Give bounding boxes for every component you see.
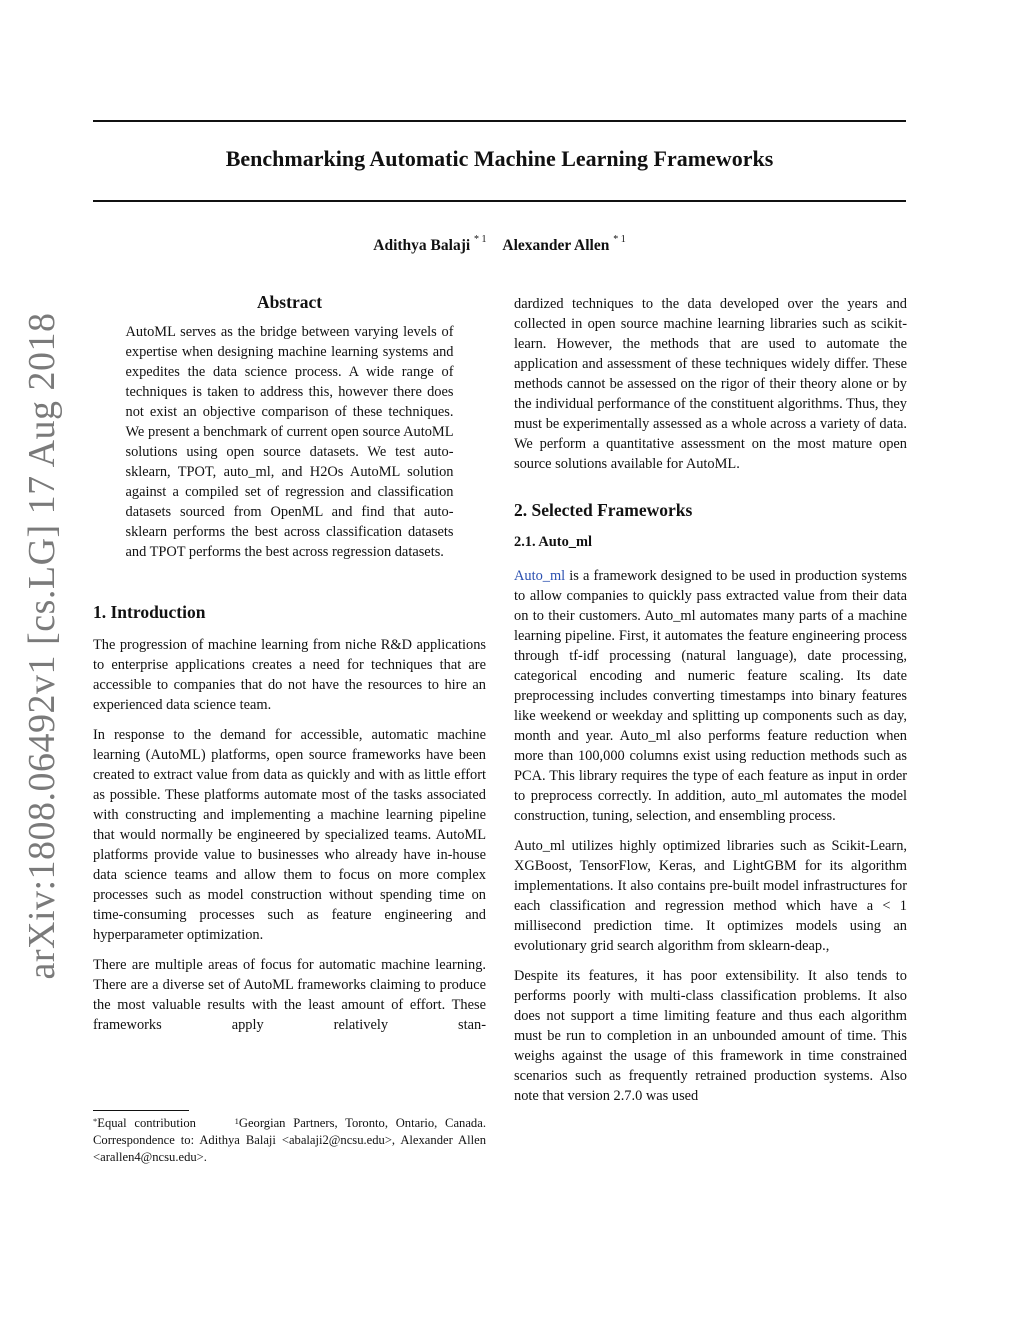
paragraph: There are multiple areas of focus for automatic machine learning. There are a diverse set of AutoML frameworks claiming to produce the most valuable results with the least amount of effort. These frameworks apply relatively stan- [93,957,486,1033]
auto-ml-link[interactable]: Auto_ml [514,568,566,584]
paper-title: Benchmarking Automatic Machine Learning Frameworks [225,146,774,171]
author: Adithya Balaji $^{* 1}$ [373,234,487,254]
arxiv-stamp: arXiv:1808.06492v1 [cs.LG] 17 Aug 2018 [21,312,63,980]
author-marks: * 1 [613,234,626,245]
paragraph: Despite its features, it has poor extensibility. It also tends to performs poorly with multi-class classification problems. It also does not support a time limiting feature and thus each algorithm must be run to completion in an unbounded amount of time. This weighs against the usage of this framework in time constrained scenarios such as frequently retrained production systems. Also note that version 2.7.0 was used [514,968,907,1104]
title-top-rule [93,120,906,122]
author: Alexander Allen $^{* 1}$ [502,234,626,254]
footnote-rule [93,1110,189,1111]
abstract-heading: Abstract [256,292,323,312]
footnote: *Equal contribution $^1$Georgian Partners, Toronto, Ontario, Canada. Correspondence to: Adithya Balaji <abalaji2@ncsu.edu>, Alexander Allen <arallen4@ncsu.edu>. [93,1116,486,1164]
paragraph: Auto_ml is a framework designed to be used in production systems to allow companies to quickly pass extracted value from their data on to their customers. Auto_ml automates many parts of a machine learning pipeline. First, it automates the feature engineering process through tf-idf processing (natural language), date processing, categorical encoding and numeric feature scaling. Its date preprocessing includes converting timestamps into binary features like weekend or weekday and splitting up components such as day, month and year. Auto_ml also performs feature reduction when more than 100,000 columns exist using reduction methods such as PCA. This library requires the type of each feature as input in order to preprocess correctly. In addition, auto_ml automates the model construction, tuning, selection, and ensembling process. [514,568,907,824]
author-list [93,234,906,255]
abstract-body: AutoML serves as the bridge between varying levels of expertise when designing machine learning systems and expedites the data science process. A wide range of techniques is taken to address this, however there does not exist an objective comparison of these techniques. We present a benchmark of current open source AutoML solutions using open source datasets. We test auto-sklearn, TPOT, auto_ml, and H2Os AutoML solution against a compiled set of regression and classification datasets sourced from OpenML and find that auto-sklearn performs the best across classification datasets and TPOT performs the best across regression datasets. [125,324,454,560]
left-column [93,292,486,1045]
paragraph: dardized techniques to the data developed over the years and collected in open source machine learning libraries such as scikit-learn. However, the methods that are used to automate the application and assessment of these techniques widely differ. These methods cannot be assessed on the rigor of their theory alone or by the individual performance of the constituent algorithms. Thus, they must be experimentally assessed as a whole across a variety of data. We perform a quantitative assessment on the most mature open source solutions available for AutoML. [514,296,907,472]
paragraph: In response to the demand for accessible, automatic machine learning (AutoML) platforms, open source frameworks have been created to extract value from data as quickly and with as little effort as possible. These platforms automate most of the tasks associated with constructing and implementing a machine learning pipeline that would normally be engineered by specialized teams. AutoML platforms provide value to businesses who already have in-house data science teams and allow them to focus on more complex processes such as model construction without spending time on time-consuming processes such as feature engineering and hyperparameter optimization. [93,727,486,943]
footnote-mark: 1 [234,1116,239,1126]
section-heading-selected-frameworks: 2. Selected Frameworks [514,500,693,520]
author-marks: * 1 [474,234,487,245]
footnote-mark: * [93,1116,98,1126]
paragraph: Auto_ml utilizes highly optimized libraries such as Scikit-Learn, XGBoost, TensorFlow, Keras, and LightGBM for its algorithm implementations. It also contains pre-built model infrastructures for each classification and regression method which have a < 1 millisecond prediction time. It optimizes models using an evolutionary grid search algorithm from sklearn-deap., [514,838,907,954]
paragraph: The progression of machine learning from niche R&D applications to enterprise applications creates a need for techniques that are accessible to companies that do not have the resources to hire an experienced data science team. [93,637,486,713]
title-bottom-rule [93,200,906,202]
right-column [514,294,907,1116]
subsection-heading-auto-ml: 2.1. Auto_ml [514,534,592,550]
section-heading-introduction: 1. Introduction [93,602,206,622]
